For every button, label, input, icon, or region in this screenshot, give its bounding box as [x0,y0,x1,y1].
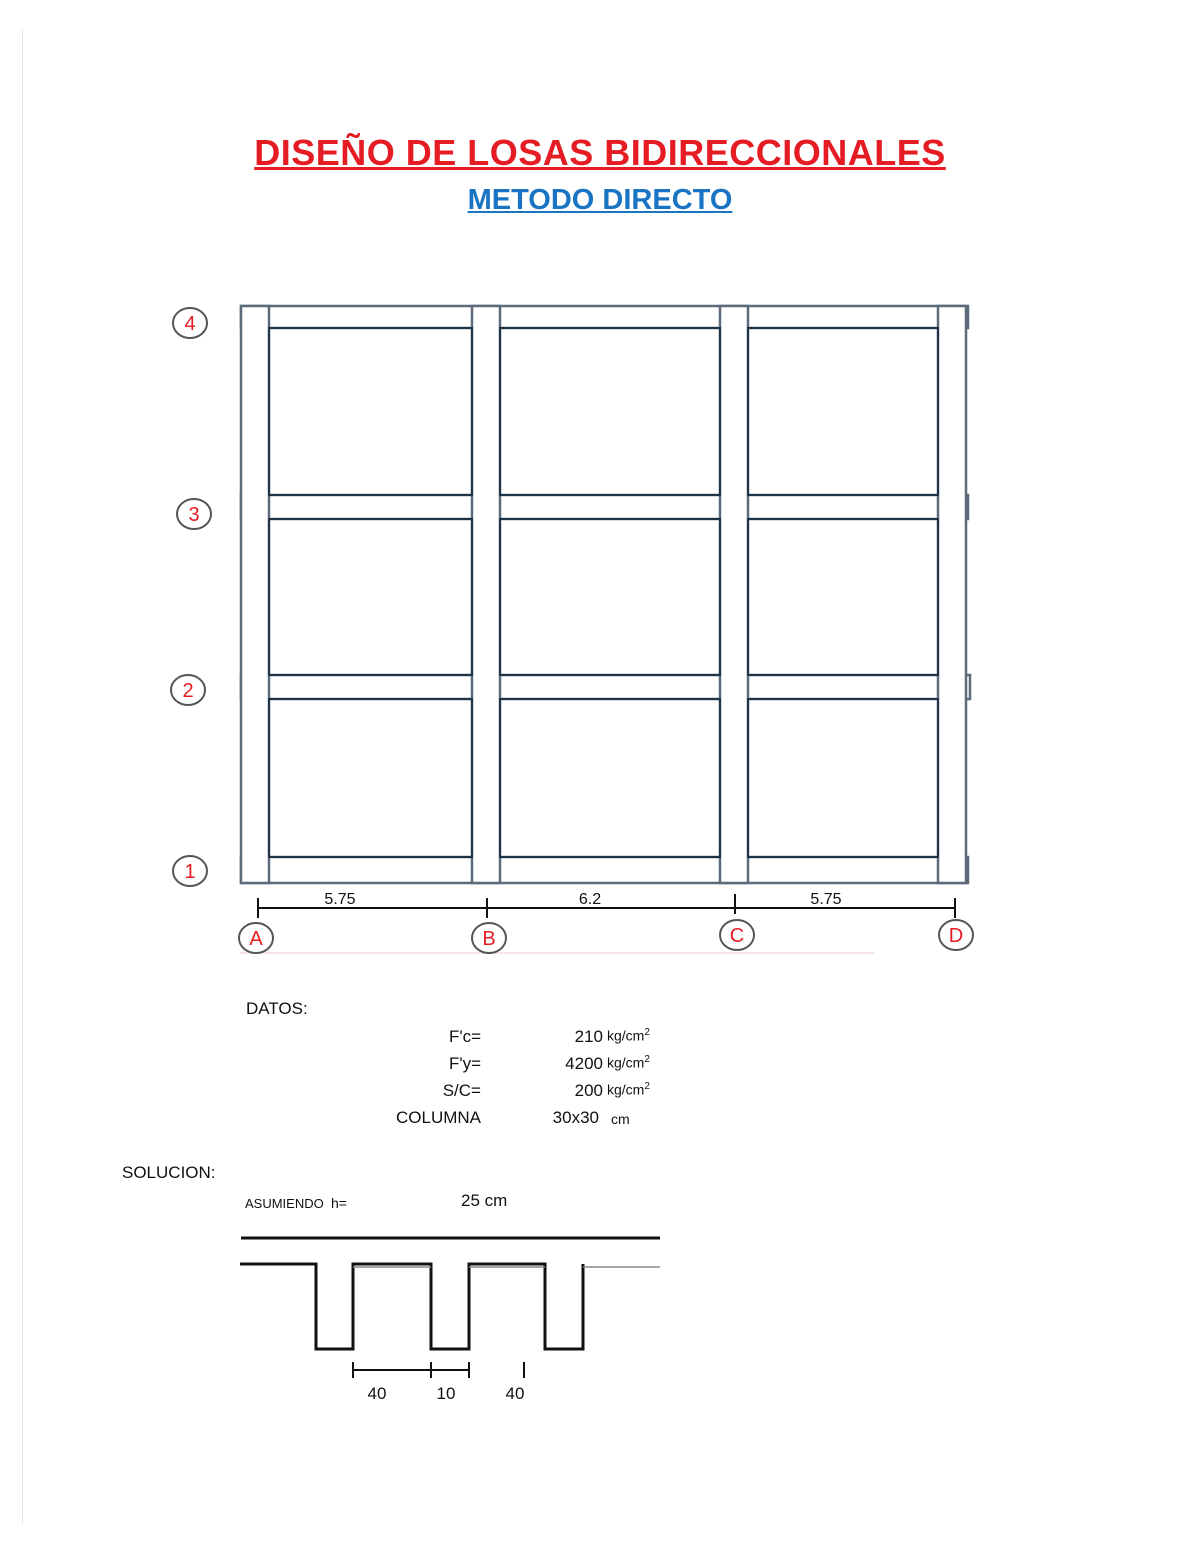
datos-unit: $kg/cm^2$ [607,1081,650,1098]
slab-panel [269,519,472,675]
axis-label-2: 2 [182,680,194,702]
section-dim-rib-gap-2: 40 [505,1384,525,1403]
slab-panel [500,328,720,495]
axis-label-b: B [482,928,496,950]
beam-axis-4 [241,306,968,328]
slab-panel [748,519,938,675]
slab-panel [269,328,472,495]
axis-label-c: C [729,925,745,947]
datos-value: 210 [574,1027,603,1046]
section-dim-rib-gap-1: 40 [367,1384,387,1403]
solucion-heading: SOLUCION: [122,1163,216,1182]
datos-unit: $kg/cm^2$ [607,1027,650,1044]
datos-label: COLUMNA [395,1108,481,1127]
slab-panel [500,699,720,857]
axis-label-d: D [948,925,964,947]
axis-label-4: 4 [184,313,196,335]
beam-axis-3 [241,495,968,519]
datos-label: F'c= [448,1027,481,1046]
datos-label: S/C= [442,1081,481,1100]
datos-label: F'y= [448,1054,481,1073]
beam-axis-c [720,306,748,883]
datos-value: 200 [574,1081,603,1100]
beam-axis-a [241,306,269,883]
slab-panel [269,699,472,857]
asumiendo-label: ASUMIENDO h= [245,1195,347,1211]
span-label-ab: 5.75 [324,891,356,908]
datos-unit: $kg/cm^2$ [607,1054,650,1071]
beam-axis-1 [241,857,968,883]
span-label-bc: 6.2 [578,891,602,908]
datos-value: 30x30 [552,1108,599,1127]
section-dim-rib-width: 10 [436,1384,456,1403]
span-label-cd: 5.75 [810,891,842,908]
axis-label-3: 3 [188,504,200,526]
assumed-thickness: 25 cm [461,1191,508,1210]
beam-axis-2 [241,675,970,699]
slab-panel [748,328,938,495]
page-subtitle: METODO DIRECTO [467,184,733,216]
slab-panel [748,699,938,857]
beam-axis-b [472,306,500,883]
beam-axis-d [938,306,966,883]
datos-unit: cm [611,1111,630,1127]
datos-value: 4200 [565,1054,603,1073]
rib-section-profile [240,1264,583,1349]
slab-panel [500,519,720,675]
datos-heading: DATOS: [246,999,308,1018]
axis-label-1: 1 [184,861,196,883]
axis-label-a: A [249,928,263,950]
page-title: DISEÑO DE LOSAS BIDIRECCIONALES [254,132,946,173]
